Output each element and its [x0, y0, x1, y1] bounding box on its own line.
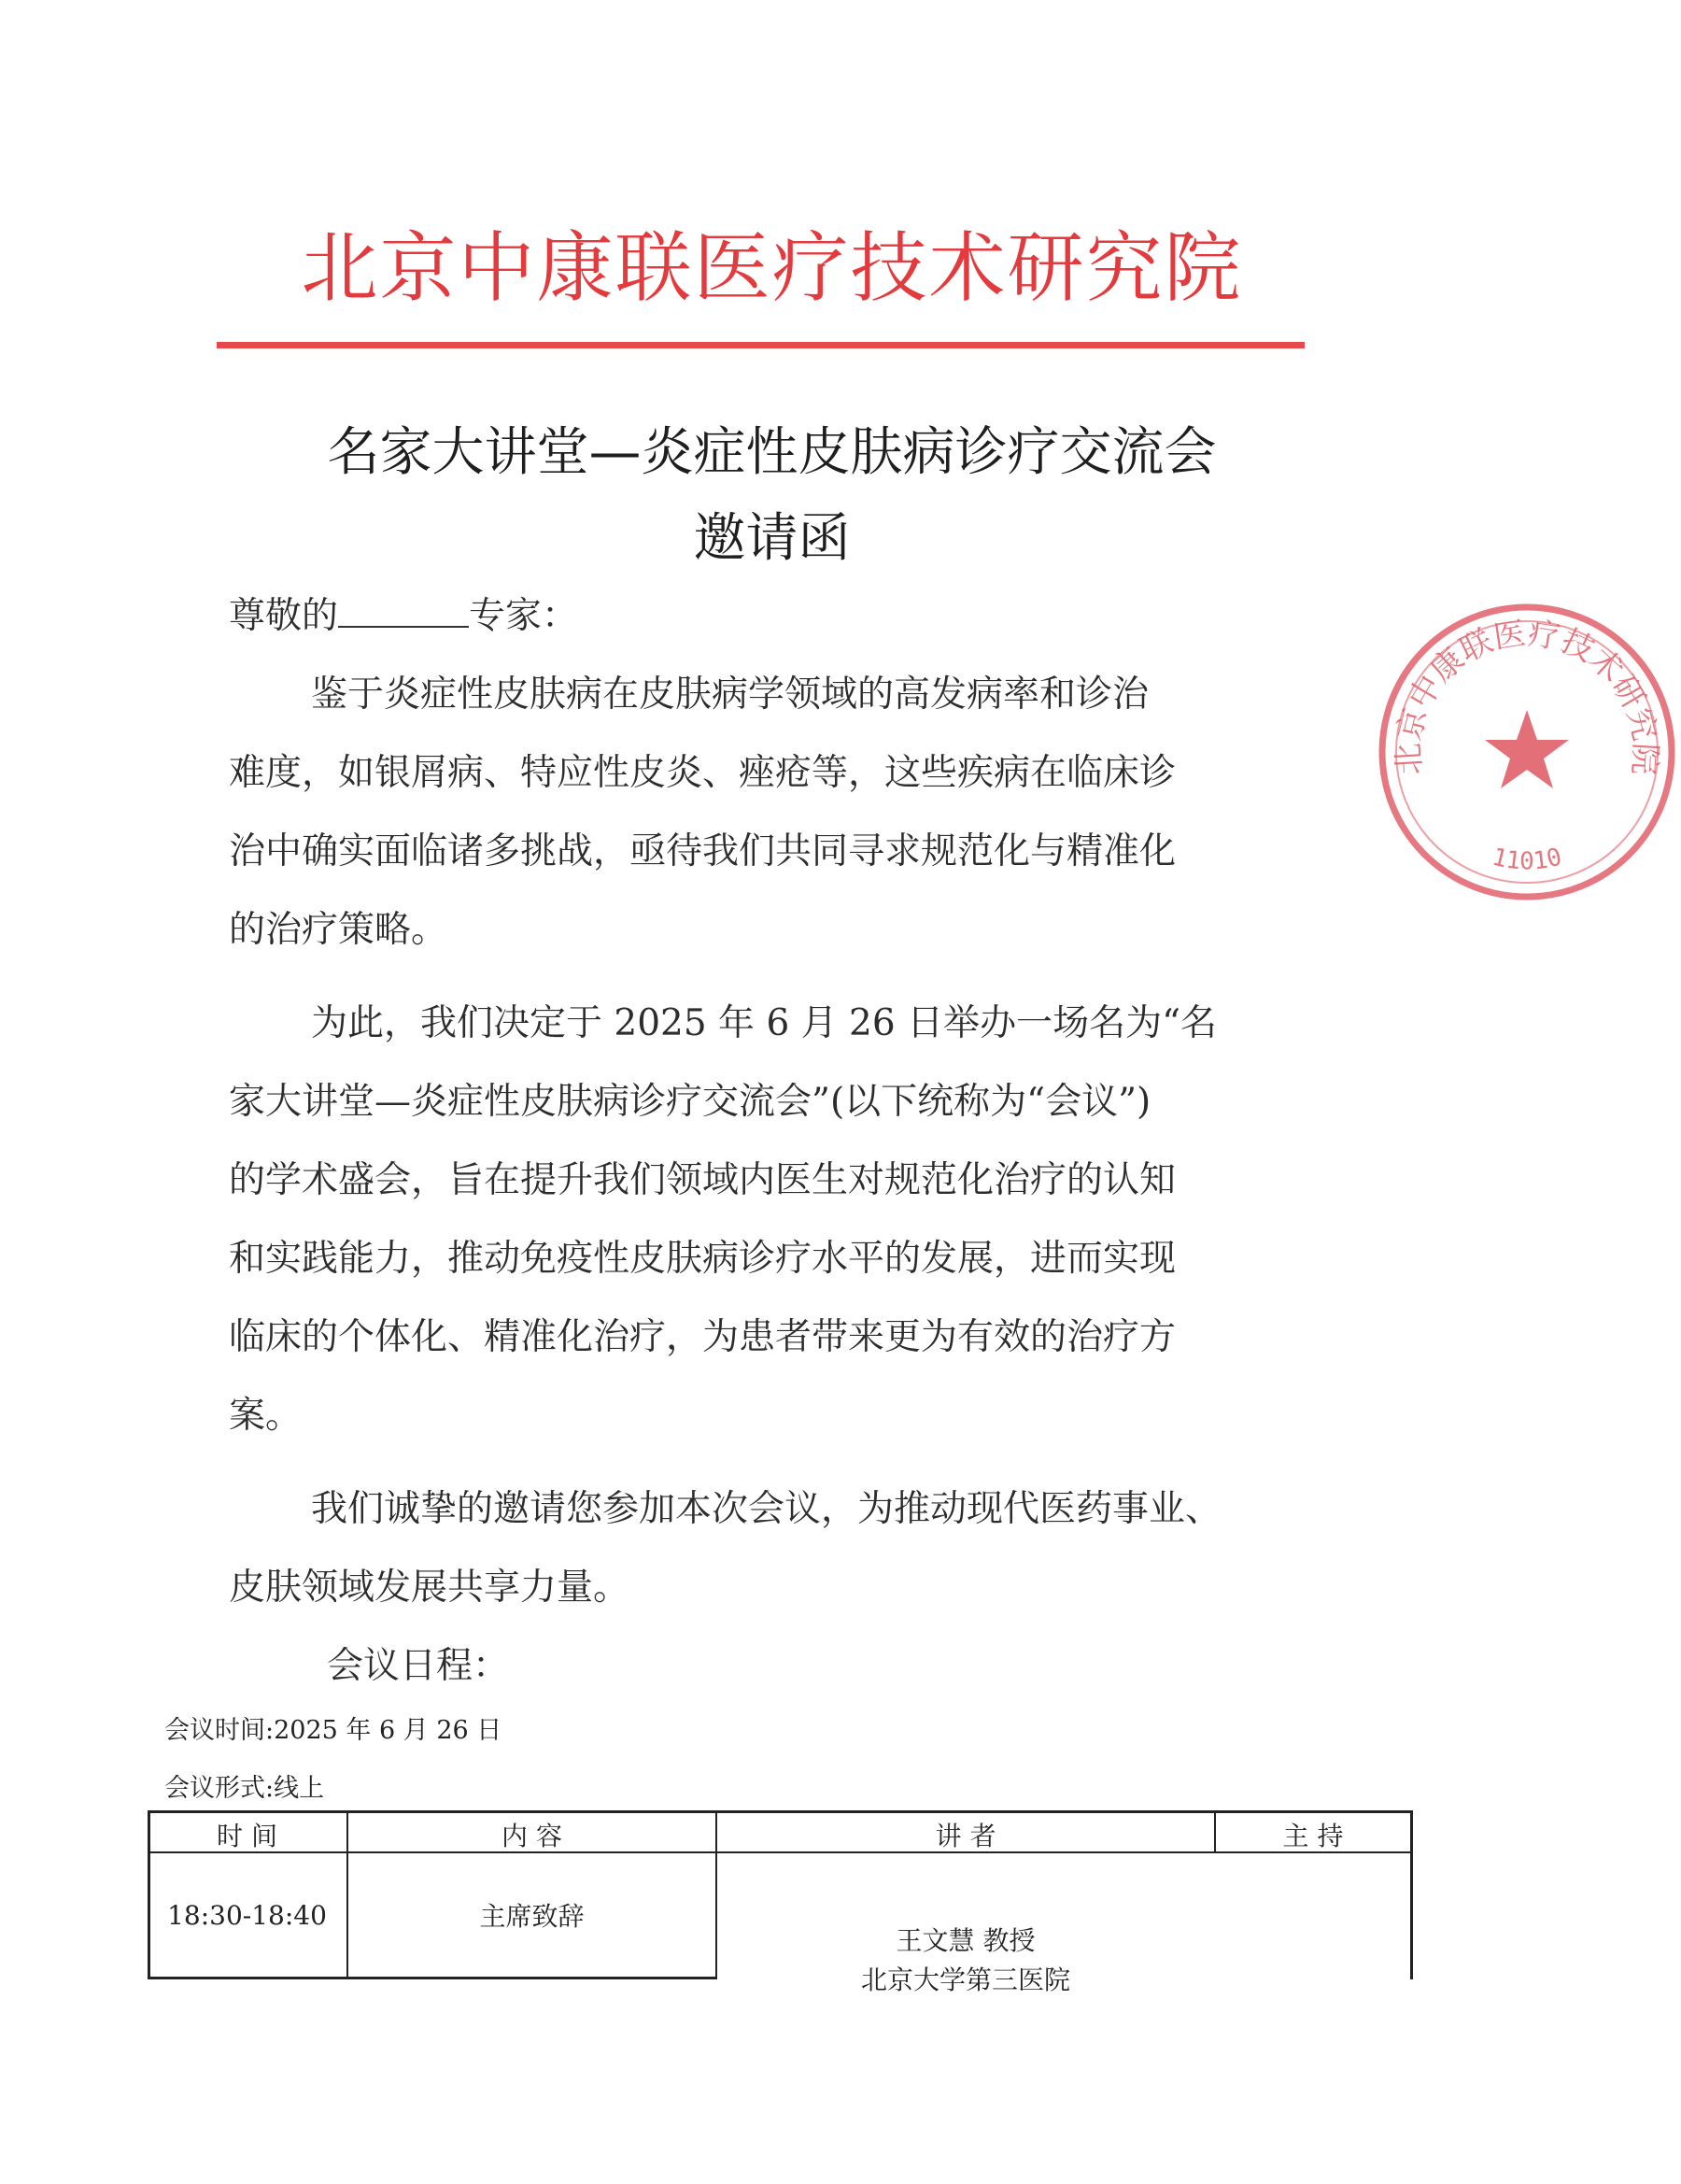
official-seal	[1373, 598, 1681, 906]
row-content: 主席致辞	[479, 1901, 585, 1932]
seal-star-icon	[1485, 710, 1569, 788]
header-content: 内 容	[501, 1821, 562, 1851]
body-line: 难度，如银屑病、特应性皮炎、痤疮等，这些疾病在临床诊	[229, 752, 1177, 794]
salutation-prefix: 尊敬的	[229, 595, 339, 637]
body-line: 临床的个体化、精准化治疗，为患者带来更为有效的治疗方	[229, 1316, 1177, 1358]
body-line: 家大讲堂—炎症性皮肤病诊疗交流会”(以下统称为“会议”)	[229, 1081, 1151, 1123]
row-time: 18:30-18:40	[167, 1900, 327, 1931]
body-line: 案。	[229, 1395, 303, 1437]
body-line: 和实践能力，推动免疫性皮肤病诊疗水平的发展，进而实现	[229, 1238, 1177, 1280]
document-title: 邀请函	[693, 508, 851, 569]
schedule-heading: 会议日程：	[327, 1645, 510, 1687]
event-title: 名家大讲堂—炎症性皮肤病诊疗交流会	[327, 422, 1217, 483]
seal-arc-text: 北京中康联医疗技术研究院	[1390, 615, 1664, 776]
body-line: 为此，我们决定于 2025 年 6 月 26 日举办一场名为“名	[311, 1002, 1218, 1044]
table-border-top	[148, 1810, 1413, 1813]
name-blank	[338, 594, 469, 628]
body-line: 的学术盛会，旨在提升我们领域内医生对规范化治疗的认知	[229, 1159, 1177, 1201]
header-time: 时 间	[217, 1821, 277, 1851]
table-border-right	[1410, 1810, 1413, 1979]
body-line: 的治疗策略。	[229, 909, 448, 951]
letterhead-divider	[217, 342, 1305, 348]
salutation	[229, 587, 578, 639]
seal-code-text: 11010	[1489, 843, 1565, 876]
schedule-table	[148, 1810, 1413, 1995]
body-line: 鉴于炎症性皮肤病在皮肤病学领域的高发病率和诊治	[311, 674, 1150, 716]
meeting-format: 会议形式:线上	[164, 1774, 325, 1803]
header-host: 主 持	[1282, 1821, 1344, 1851]
body-line: 我们诚挚的邀请您参加本次会议，为推动现代医药事业、	[311, 1488, 1222, 1530]
meeting-time: 会议时间:2025 年 6 月 26 日	[164, 1716, 502, 1745]
row-speaker-name: 王文慧 教授	[896, 1925, 1036, 1956]
body-line: 治中确实面临诸多挑战，亟待我们共同寻求规范化与精准化	[229, 830, 1177, 872]
salutation-suffix: 专家：	[469, 595, 579, 637]
row-speaker-org: 北京大学第三医院	[860, 1964, 1070, 1995]
header-speaker: 讲 者	[935, 1821, 996, 1851]
body-line: 皮肤领域发展共享力量。	[229, 1567, 630, 1609]
organization-name: 北京中康联医疗技术研究院	[301, 224, 1243, 313]
table-border-bottom	[148, 1977, 717, 1979]
